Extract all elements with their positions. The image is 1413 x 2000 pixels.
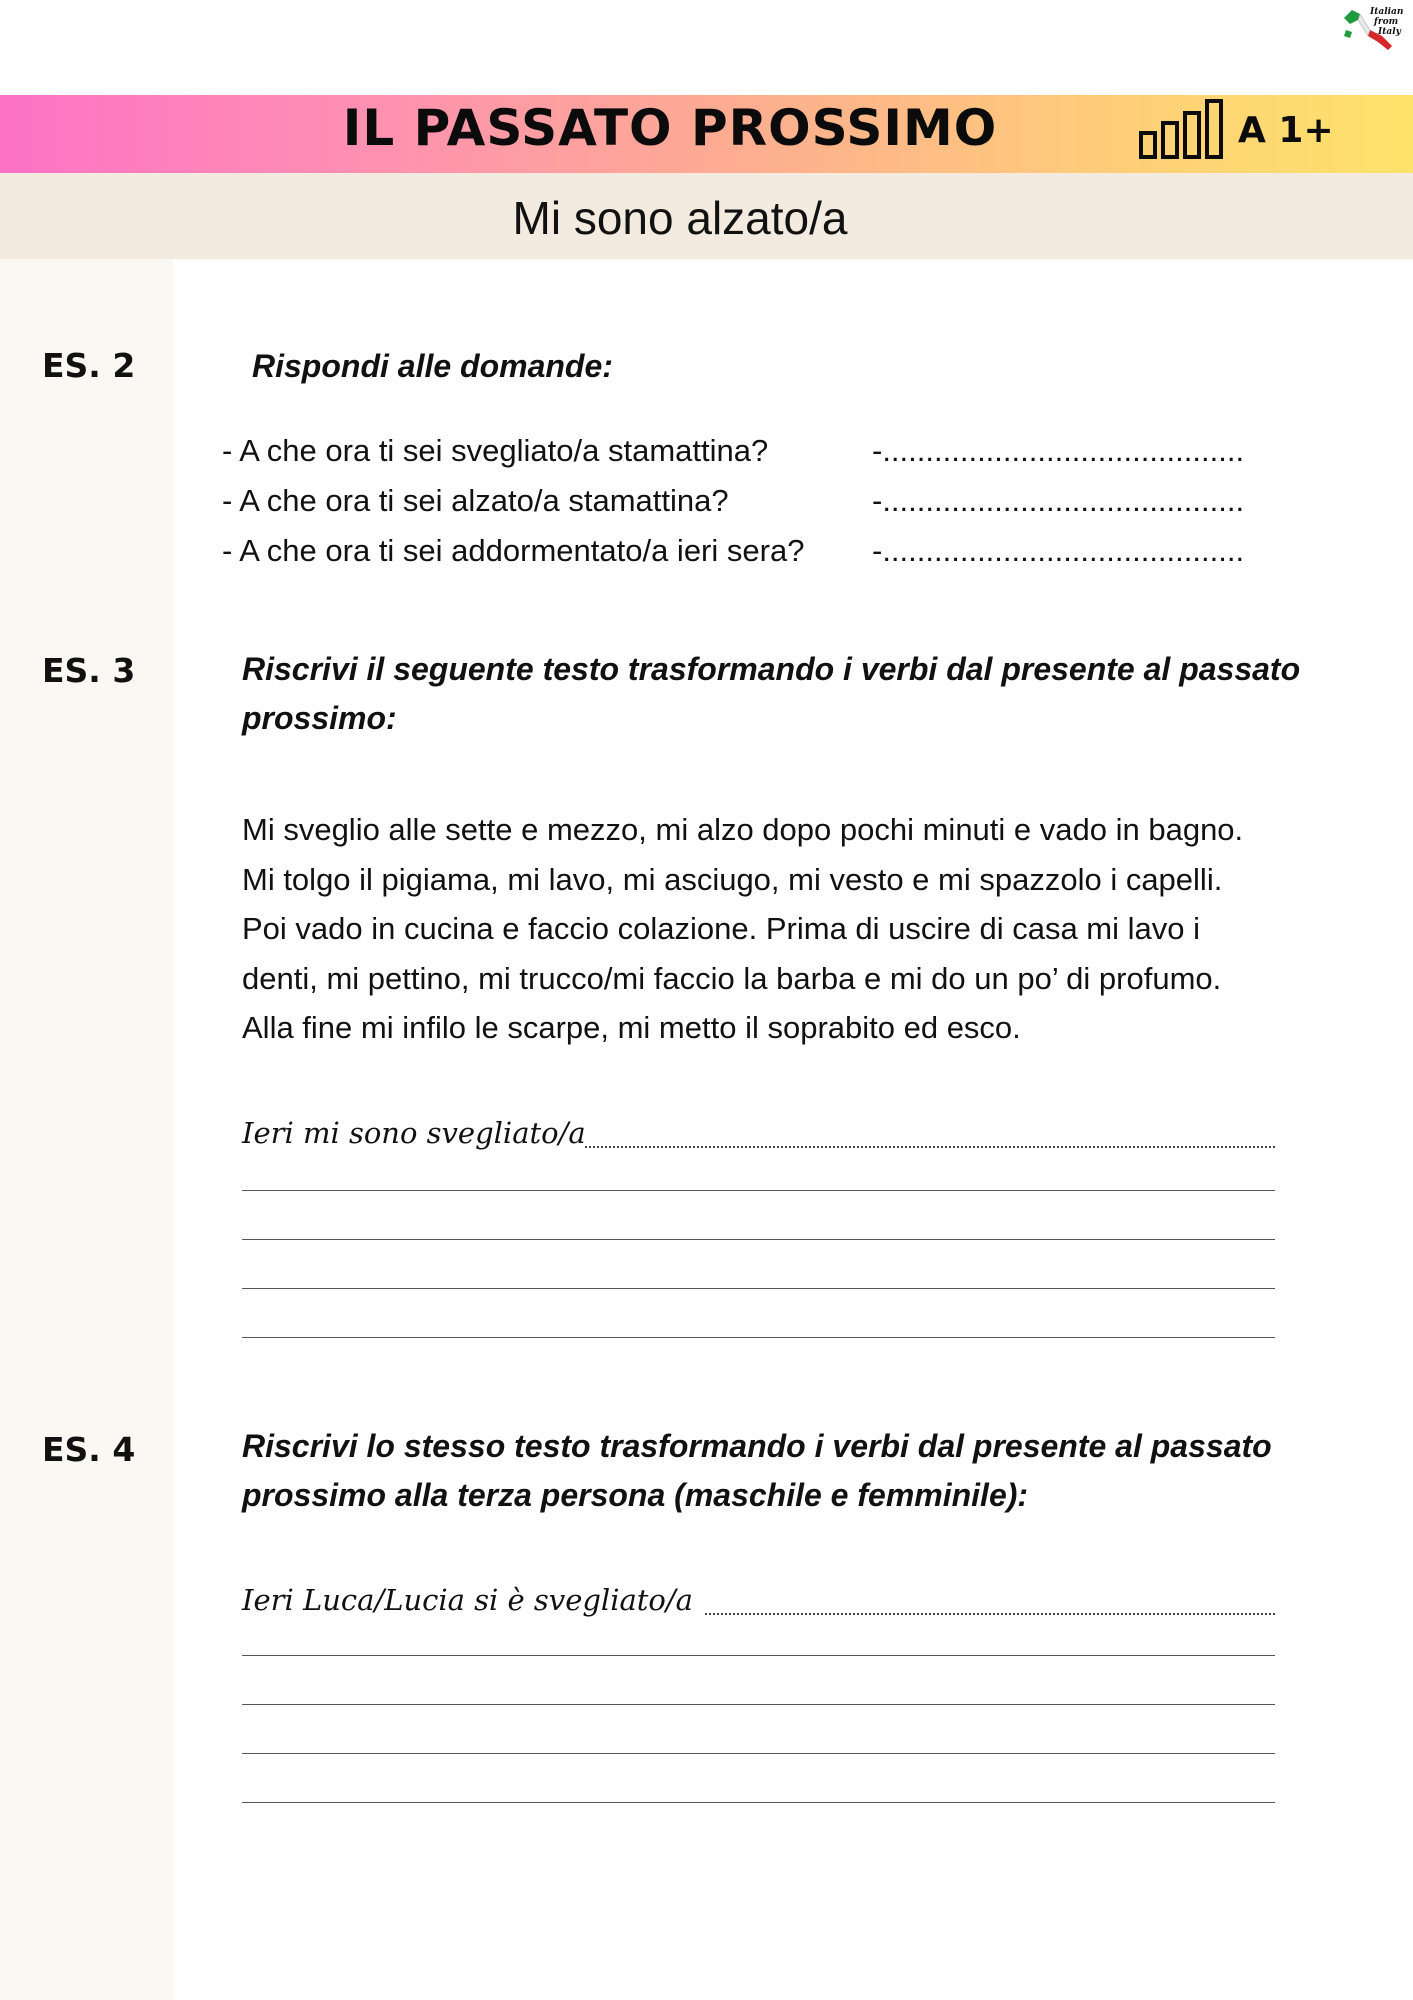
answer-blank[interactable]: -.......................................... — [872, 433, 1245, 468]
exercise-4-label: ES. 4 — [42, 1430, 136, 1469]
exercise-3-label: ES. 3 — [42, 651, 136, 690]
writing-line[interactable] — [242, 1337, 1275, 1338]
title-band — [0, 95, 1413, 173]
exercise-3-paragraph — [242, 805, 1332, 1053]
writing-line[interactable] — [242, 1753, 1275, 1754]
answer-dotted-line[interactable] — [705, 1611, 1275, 1615]
paragraph-line: Alla fine mi infilo le scarpe, mi metto il soprabito ed esco. — [242, 1010, 1021, 1045]
writing-line[interactable] — [242, 1288, 1275, 1289]
answer-blank[interactable]: -.......................................... — [872, 483, 1245, 518]
exercise-4-instruction: Riscrivi lo stesso testo trasformando i verbi dal presente al passato prossimo alla terza persona (maschile e femminile): — [242, 1428, 1272, 1513]
answer-dotted-line[interactable] — [585, 1144, 1275, 1148]
level-badge: A 1+ — [1238, 110, 1334, 151]
paragraph-line: denti, mi pettino, mi trucco/mi faccio la barba e mi do un po’ di profumo. — [242, 960, 1222, 996]
question-text: - A che ora ti sei addormentato/a ieri sera? — [222, 533, 805, 568]
paragraph-line: Mi tolgo il pigiama, mi lavo, mi asciugo, mi vesto e mi spazzolo i capelli. — [242, 861, 1223, 897]
page-subtitle: Mi sono alzato/a — [512, 192, 848, 244]
left-sidebar — [0, 259, 173, 2000]
answer-start-text: Ieri mi sono svegliato/a — [242, 1116, 586, 1150]
subtitle-band — [0, 173, 1413, 259]
italian-from-italy-logo — [1330, 0, 1410, 60]
logo-text-2: from — [1374, 17, 1399, 27]
writing-line[interactable] — [242, 1239, 1275, 1240]
writing-line[interactable] — [242, 1802, 1275, 1803]
answer-blank[interactable]: -.......................................... — [872, 533, 1245, 568]
page-title: IL PASSATO PROSSIMO — [342, 99, 998, 157]
logo-text-1: Italian — [1370, 7, 1404, 17]
logo-text-3: Italy — [1378, 27, 1401, 37]
exercise-2-label: ES. 2 — [42, 346, 136, 385]
answer-start-text: Ieri Luca/Lucia si è svegliato/a — [242, 1583, 693, 1617]
exercise-3-instruction: Riscrivi il seguente testo trasformando i verbi dal presente al passato prossimo: — [242, 651, 1301, 736]
bar-chart-icon — [1138, 95, 1233, 173]
writing-line[interactable] — [242, 1704, 1275, 1705]
question-text: - A che ora ti sei alzato/a stamattina? — [222, 483, 729, 518]
paragraph-line: Poi vado in cucina e faccio colazione. Prima di uscire di casa mi lavo i — [242, 911, 1201, 946]
paragraph-line: Mi sveglio alle sette e mezzo, mi alzo dopo pochi minuti e vado in bagno. — [242, 812, 1244, 847]
exercise-2-instruction: Rispondi alle domande: — [252, 348, 613, 384]
writing-line[interactable] — [242, 1655, 1275, 1656]
writing-line[interactable] — [242, 1190, 1275, 1191]
question-text: - A che ora ti sei svegliato/a stamattina? — [222, 433, 769, 468]
